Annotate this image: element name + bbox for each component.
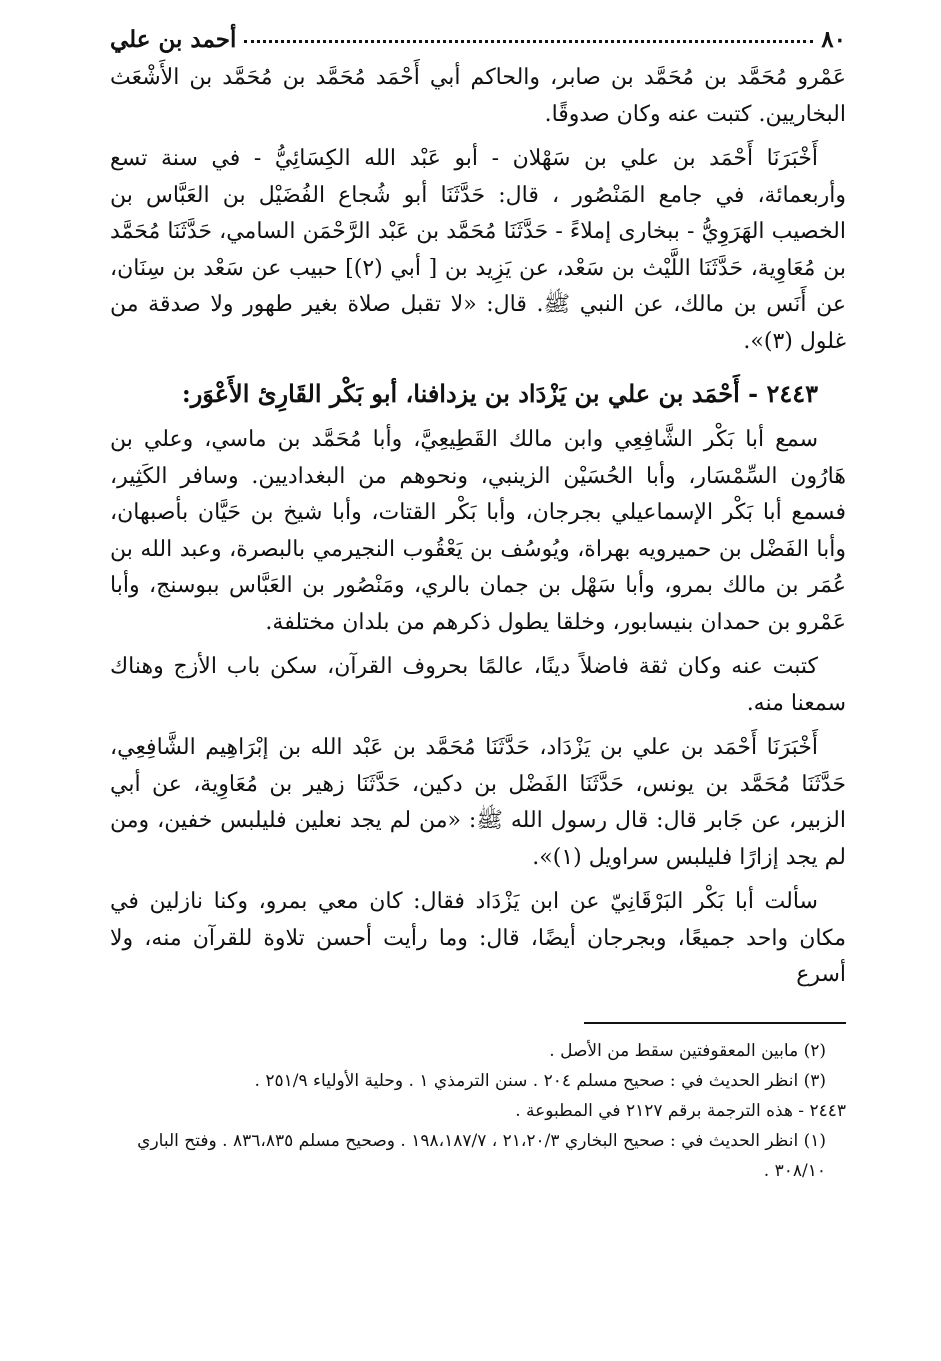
footnote-2: (٢) مابين المعقوفتين سقط من الأصل . [549, 1040, 826, 1061]
running-title: أحمد بن علي [110, 26, 237, 53]
footnote-separator [584, 1022, 846, 1024]
main-text [110, 60, 846, 994]
entry-title: ٢٤٤٣ - أَحْمَد بن علي بن يَزْدَاد بن يزدافنا، أبو بَكْر القَارِئ الأَعْوَر: [181, 379, 818, 408]
running-header [110, 28, 846, 60]
footnote-entry: ٢٤٤٣ - هذه الترجمة برقم ٢١٢٧ في المطبوعة . [515, 1100, 846, 1121]
dotted-leader [244, 40, 813, 43]
paragraph-teachers: سمع أبا بَكْر الشَّافِعِي وابن مالك القَطِيعِيَّ، وأبا مُحَمَّد بن ماسي، وعلي بن هَارُون السِّمْسَار، وأبا الحُسَيْن الزينبي، ونحوهم من البغداديين. وسافر الكَثِير، فسمع أبا بَكْر الإسماعيلي بجرجان، وأبا بَكْر القتات، وأبا شيخ بن حَيَّان بأصبهان، وأبا الفَضْل بن حميرويه بهراة، ويُوسُف بن يَعْقُوب النجيرمي بالبصرة، وعبد الله بن عُمَر بن مالك بمرو، وأبا سَهْل بن جمان بالري، ومَنْصُور بن العَبَّاس ببوسنج، وأبا عَمْرو بن حمدان بنيسابور، وخلقا يطول ذكرهم من بلدان مختلفة. [110, 427, 846, 635]
footnotes [110, 1036, 846, 1186]
paragraph-hadith-2: أَخْبَرَنَا أَحْمَد بن علي بن يَزْدَاد، حَدَّثَنَا مُحَمَّد بن عَبْد الله بن إبْرَاهِيم الشَّافِعِي، حَدَّثَنَا مُحَمَّد بن يونس، حَدَّثَنَا الفَضْل بن دكين، حَدَّثَنَا زهير بن مُعَاوِية، عن أبي الزبير، عن جَابر قال: قال رسول الله ﷺ: «من لم يجد نعلين فليلبس خفين، ومن لم يجد إزارًا فليلبس سراويل (١)». [110, 735, 846, 870]
footnote-1: (١) انظر الحديث في : صحيح البخاري ٢١،٢٠/٣ ، ١٩٨،١٨٧/٧ . وصحيح مسلم ٨٣٦،٨٣٥ . وفتح الباري ٣٠٨/١٠ . [137, 1130, 826, 1181]
paragraph-hadith-1: أَخْبَرَنَا أَحْمَد بن علي بن سَهْلان - أبو عَبْد الله الكِسَائِيُّ - في سنة تسع وأربعمائة، في جامع المَنْصُور ، قال: حَدَّثَنَا أبو شُجاع الفُضَيْل بن العَبَّاس بن الخصيب الهَرَوِيُّ - ببخارى إملاءً - حَدَّثَنَا مُحَمَّد بن عَبْد الرَّحْمَن السامي، حَدَّثَنَا مُحَمَّد بن مُعَاوِية، حَدَّثَنَا اللَّيْث بن سَعْد، عن يَزِيد بن [ أبي (٢)] حبيب عن سَعْد بن سِنَان، عن أَنَس بن مالك، عن النبي ﷺ. قال: «لا تقبل صلاة بغير طهور ولا صدقة من غلول (٣)». [110, 146, 846, 354]
page-number: ٨٠ [821, 26, 846, 53]
footnote-3: (٣) انظر الحديث في : صحيح مسلم ٢٠٤ . سنن الترمذي ١ . وحلية الأولياء ٢٥١/٩ . [254, 1070, 826, 1091]
paragraph-continuation: عَمْرو مُحَمَّد بن مُحَمَّد بن صابر، والحاكم أبي أَحْمَد مُحَمَّد بن مُحَمَّد بن الأَشْعَث البخاريين. كتبت عنه وكان صدوقًا. [110, 65, 846, 127]
paragraph-assessment: كتبت عنه وكان ثقة فاضلاً دينًا، عالمًا بحروف القرآن، سكن باب الأزج وهناك سمعنا منه. [110, 654, 846, 716]
paragraph-barqani: سألت أبا بَكْر البَرْقَانِيّ عن ابن يَزْدَاد فقال: كان معي بمرو، وكنا نازلين في مكان واحد جميعًا، وبجرجان أيضًا، قال: وما رأيت أحسن تلاوة للقرآن منه، ولا أسرع [110, 889, 846, 987]
